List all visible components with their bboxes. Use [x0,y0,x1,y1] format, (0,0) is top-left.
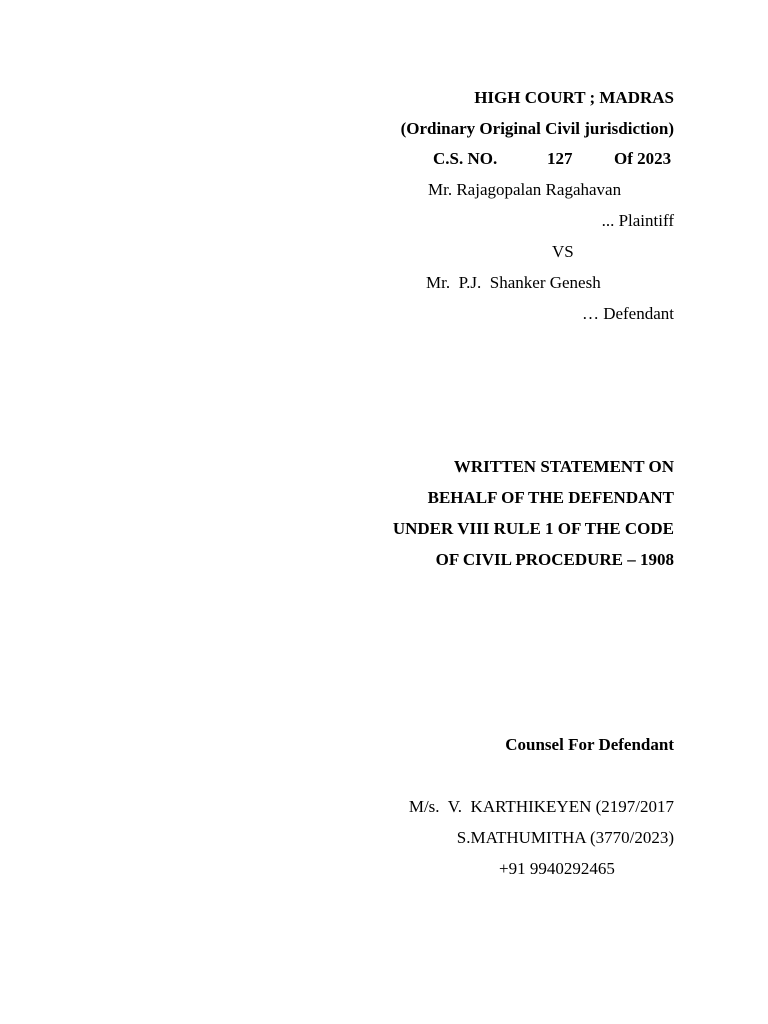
document-title-line-2: BEHALF OF THE DEFENDANT [427,488,674,507]
case-prefix: C.S. NO. [433,149,498,168]
defendant-name: Mr. P.J. Shanker Genesh [426,273,601,292]
case-number: 127 [547,149,573,168]
document-title-line-4: OF CIVIL PROCEDURE – 1908 [435,550,674,569]
court-name: HIGH COURT ; MADRAS [474,88,674,107]
document-title-line-3: UNDER VIII RULE 1 OF THE CODE [392,519,674,538]
counsel-heading: Counsel For Defendant [505,735,674,754]
defendant-role: … Defendant [581,304,674,323]
document-title-line-1: WRITTEN STATEMENT ON [453,457,674,476]
jurisdiction: (Ordinary Original Civil jurisdiction) [400,119,674,138]
versus-label: VS [552,242,574,261]
case-year: Of 2023 [614,149,672,168]
phone-number: +91 9940292465 [499,859,615,878]
advocate-2: S.MATHUMITHA (3770/2023) [456,828,674,847]
advocate-1: M/s. V. KARTHIKEYEN (2197/2017 [408,797,674,816]
plaintiff-name: Mr. Rajagopalan Ragahavan [428,180,622,199]
plaintiff-role: ... Plaintiff [601,211,674,230]
